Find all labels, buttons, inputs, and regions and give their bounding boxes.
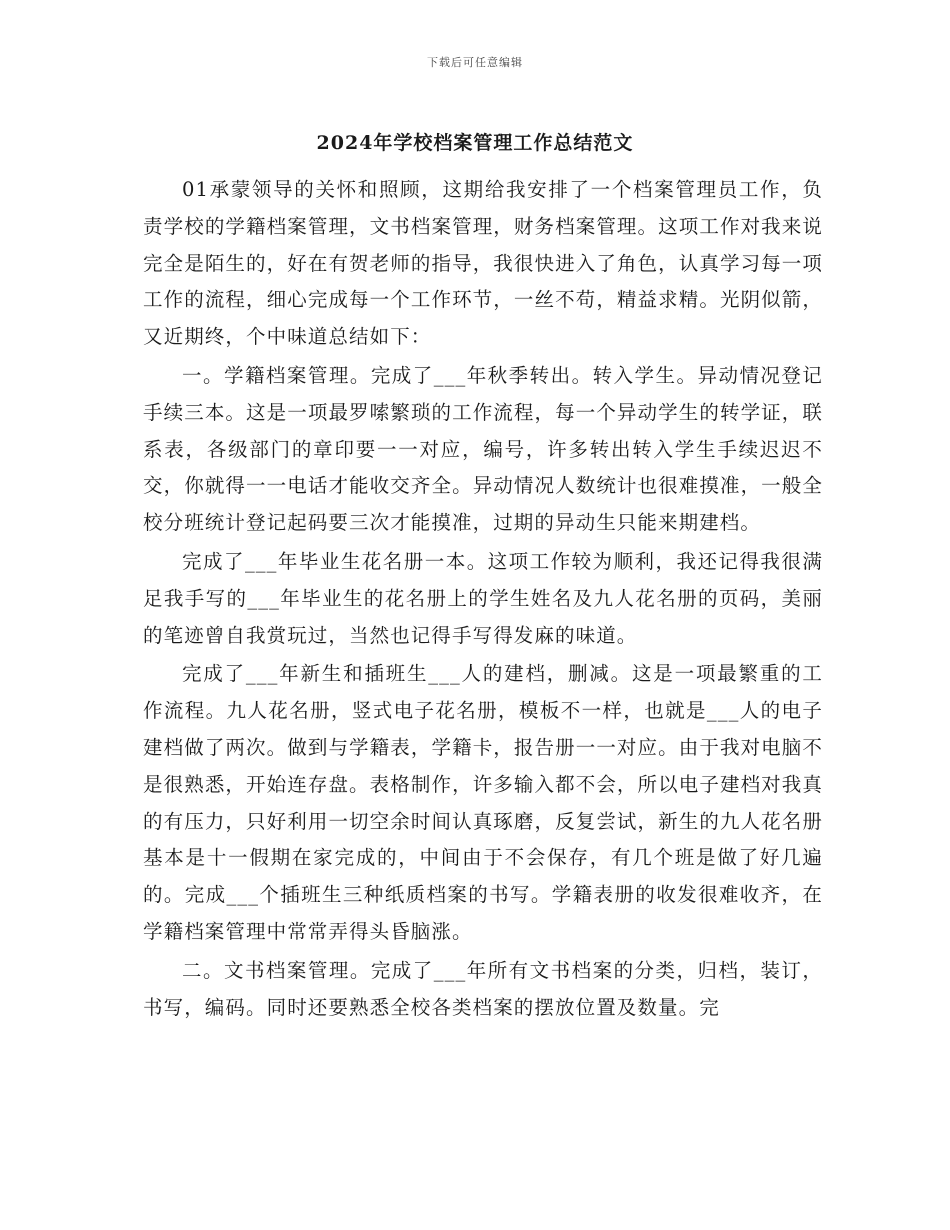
page-header-note: 下载后可任意编辑: [427, 56, 523, 69]
document-title: 2024年学校档案管理工作总结范文: [316, 132, 634, 154]
paragraph-intro: 01承蒙领导的关怀和照顾，这期给我安排了一个档案管理员工作，负责学校的学籍档案管理，文书档案管理，财务档案管理。这项工作对我来说完全是陌生的，好在有贺老师的指导，我很快进入了角色，认真学习每一项工作的流程，细心完成每一个工作环节，一丝不苟，精益求精。光阴似箭，又近期终，个中味道总结如下：: [143, 178, 823, 349]
paragraph-new-students: 完成了___年新生和插班生___人的建档，删减。这是一项最繁重的工作流程。九人花名册，竖式电子花名册，模板不一样，也就是___人的电子建档做了两次。做到与学籍表，学籍卡，报告册一一对应。由于我对电脑不是很熟悉，开始连存盘。表格制作，许多输入都不会，所以电子建档对我真的有压力，只好利用一切空余时间认真琢磨，反复尝试，新生的九人花名册基本是十一假期在家完成的，中间由于不会保存，有几个班是做了好几遍的。完成___个插班生三种纸质档案的书写。学籍表册的收发很难收齐，在学籍档案管理中常常弄得头昏脑涨。: [143, 662, 823, 943]
paragraph-graduate-roster: 完成了___年毕业生花名册一本。这项工作较为顺利，我还记得我很满足我手写的___年毕业生的花名册上的学生姓名及九人花名册的页码，美丽的笔迹曾自我赏玩过，当然也记得手写得发麻的味道。: [143, 549, 823, 647]
paragraph-student-records: 一。学籍档案管理。完成了___年秋季转出。转入学生。异动情况登记手续三本。这是一项最罗嗦繁琐的工作流程，每一个异动学生的转学证，联系表，各级部门的章印要一一对应，编号，许多转出转入学生手续迟迟不交，你就得一一电话才能收交齐全。异动情况人数统计也很难摸准，一般全校分班统计登记起码要三次才能摸准，过期的异动生只能来期建档。: [143, 363, 823, 535]
document-body: [143, 172, 823, 1028]
paragraph-document-archives: 二。文书档案管理。完成了___年所有文书档案的分类，归档，装订，书写，编码。同时还要熟悉全校各类档案的摆放位置及数量。完: [143, 958, 823, 1019]
